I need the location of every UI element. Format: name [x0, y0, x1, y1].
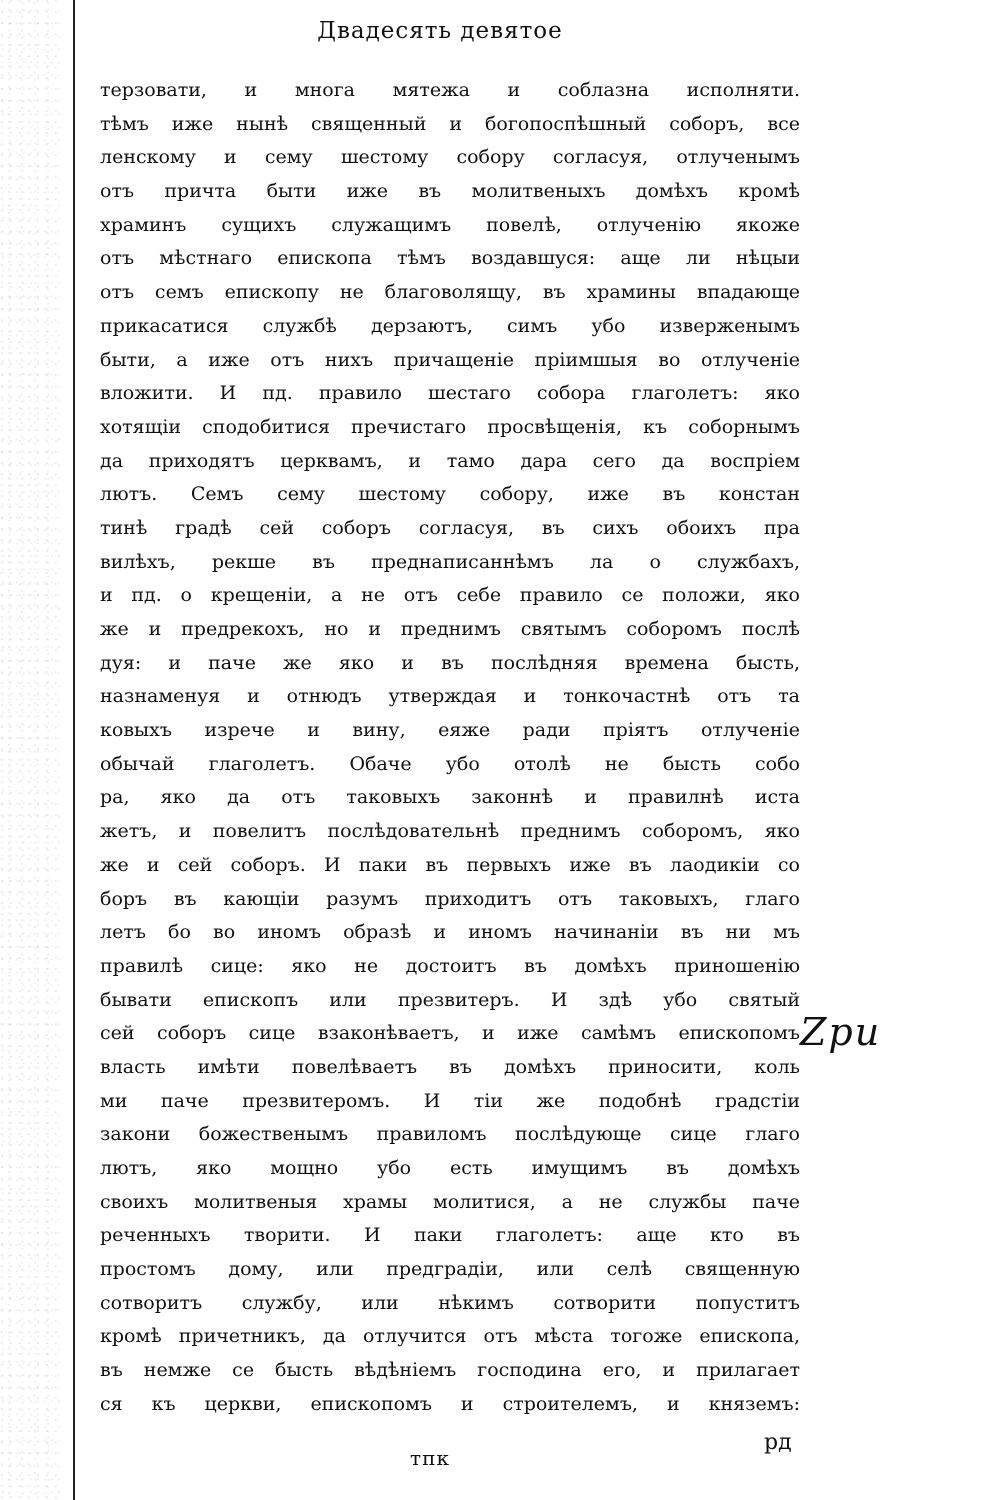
text-block	[100, 74, 800, 1422]
text-line: прикасатися службѣ дерзаютъ, симъ убо изверженымъ	[100, 314, 800, 337]
text-line: и пд. о крещеніи, а не отъ себе правило се положи, яко	[100, 584, 800, 607]
running-head: Двадесять девятое	[317, 18, 563, 44]
text-line: реченныхъ творити. И паки глаголетъ: аще кто въ	[100, 1224, 800, 1247]
text-line: боръ въ кающіи разумъ приходитъ отъ таковыхъ, глаго	[100, 887, 800, 910]
text-line: вилѣхъ, рекше въ преднаписаннѣмъ ла о службахъ,	[100, 550, 800, 573]
text-line: ми паче презвитеромъ. И тіи же подобнѣ градстіи	[100, 1089, 800, 1112]
text-line: храминъ сущихъ служащимъ повелѣ, отлученію якоже	[100, 213, 800, 236]
text-line: терзовати, и многа мятежа и соблазна исполняти.	[100, 79, 800, 101]
text-line: назнаменуя и отнюдъ утверждая и тонкочастнѣ отъ та	[100, 685, 800, 708]
text-line: отъ мѣстнаго епископа тѣмъ воздавшуся: аще ли нѣцыи	[100, 247, 800, 270]
text-line: да приходятъ церквамъ, и тамо дара сего да воспріем	[100, 449, 800, 472]
text-line: бывати епископъ или презвитеръ. И здѣ убо святый	[100, 988, 800, 1011]
text-line: отъ семъ епископу не благоволящу, въ храмины впадающе	[100, 281, 800, 304]
text-line: правилѣ сице: яко не достоитъ въ домѣхъ приношенію	[100, 954, 800, 977]
text-line: лютъ. Семъ сему шестому собору, иже въ констан	[100, 483, 800, 506]
text-line: вложити. И пд. правило шестаго собора глаголетъ: яко	[100, 382, 800, 405]
text-line: отъ причта быти иже въ молитвеныхъ домѣхъ кромѣ	[100, 180, 800, 203]
page-edge-texture	[0, 0, 60, 1500]
text-line: тѣмъ иже нынѣ священный и богопоспѣшный соборъ, все	[100, 112, 800, 135]
text-line: же и предрекохъ, но и преднимъ святымъ соборомъ послѣ	[100, 618, 800, 640]
signature-mark: тпк	[410, 1446, 450, 1470]
text-line: сей соборъ сице взаконѣваетъ, и иже самѣмъ епископомъ	[100, 1022, 800, 1045]
text-line: летъ бо во иномъ образѣ и иномъ начинаніи въ ни мъ	[100, 921, 800, 944]
text-line: власть имѣти повелѣваетъ въ домѣхъ приносити, коль	[100, 1055, 800, 1078]
text-line: ся къ церкви, епископомъ и строителемъ, и княземъ:	[100, 1392, 800, 1415]
folio-number: рд	[764, 1430, 792, 1455]
text-line: быти, а иже отъ нихъ причащеніе пріимшыя во отлученіе	[100, 348, 800, 371]
binding-margin-rule	[73, 0, 75, 1500]
text-line: кромѣ причетникъ, да отлучится отъ мѣста тогоже епископа,	[100, 1325, 800, 1348]
text-line: въ немже се бысть вѣдѣніемъ господина его, и прилагает	[100, 1359, 800, 1382]
text-line: дуя: и паче же яко и въ послѣдняя времена бысть,	[100, 651, 800, 674]
text-line: лютъ, яко мощно убо есть имущимъ въ домѣхъ	[100, 1157, 800, 1179]
text-line: закони божественымъ правиломъ послѣдующе сице глаго	[100, 1123, 800, 1146]
text-line: ленскому и сему шестому собору согласуя, отлученымъ	[100, 146, 800, 169]
text-line: сотворитъ службу, или нѣкимъ сотворити попуститъ	[100, 1291, 800, 1314]
text-line: жетъ, и повелитъ послѣдовательнѣ преднимъ соборомъ, яко	[100, 820, 800, 843]
text-line: хотящіи сподобитися пречистаго просвѣщенія, къ соборнымъ	[100, 415, 800, 438]
text-line: же и сей соборъ. И паки въ первыхъ иже въ лаодикіи со	[100, 853, 800, 876]
text-line: тинѣ градѣ сей соборъ согласуя, въ сихъ обоихъ пра	[100, 516, 800, 539]
text-line: простомъ дому, или предградіи, или селѣ священную	[100, 1258, 800, 1281]
text-line: своихъ молитвеныя храмы молитися, а не службы паче	[100, 1190, 800, 1213]
handwritten-margin-note: Zри	[800, 1010, 882, 1054]
text-line: ра, яко да отъ таковыхъ законнѣ и правилнѣ иста	[100, 786, 800, 809]
text-line: обычай глаголетъ. Обаче убо отолѣ не бысть собо	[100, 752, 800, 775]
text-line: ковыхъ изрече и вину, еяже ради пріятъ отлученіе	[100, 719, 800, 742]
